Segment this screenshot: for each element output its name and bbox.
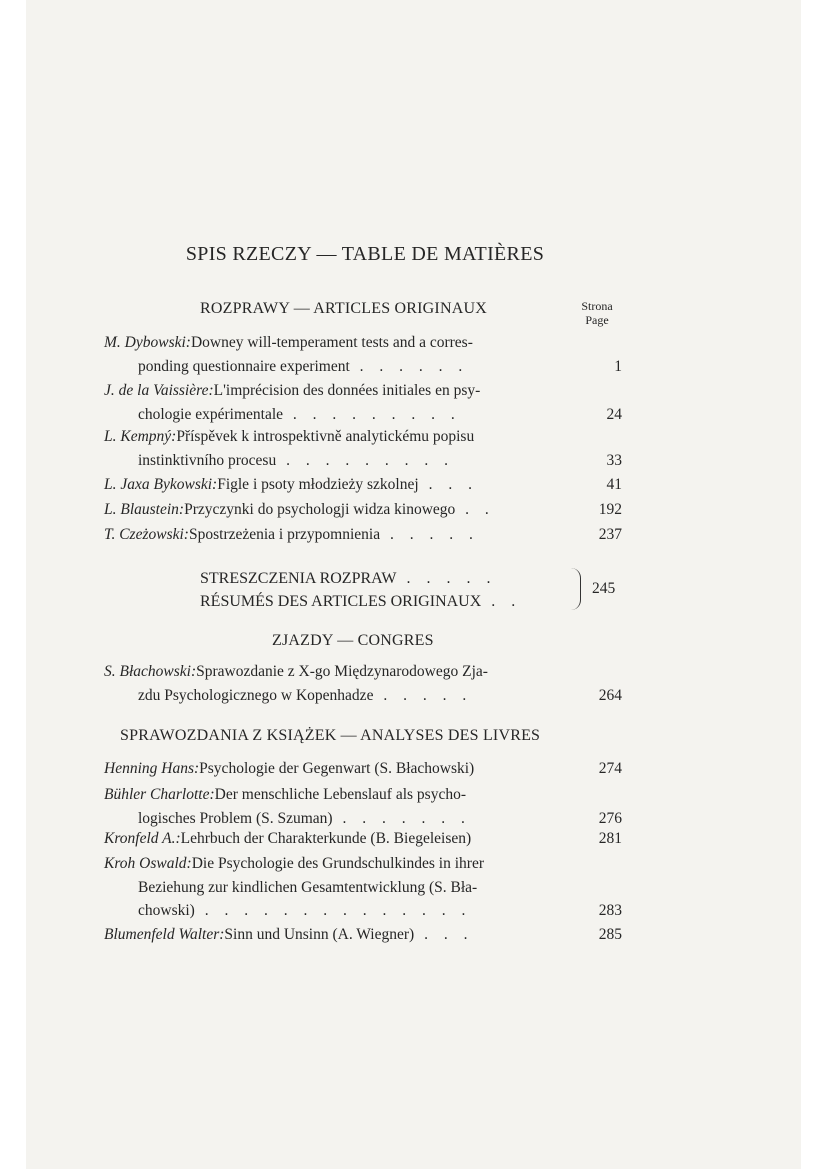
entry-title-cont: logisches Problem (S. Szuman)	[138, 809, 333, 827]
entry-page: 41	[606, 476, 622, 493]
resume-page-number: 245	[592, 580, 616, 597]
entry-author: J. de la Vaissière:	[104, 382, 214, 399]
page-column-heading	[572, 299, 622, 327]
leader-dots: . .	[455, 501, 495, 518]
entry-title-cont: chologie expérimentale	[138, 405, 284, 423]
entry-page: 274	[598, 760, 622, 777]
entry-author: Bühler Charlotte:	[104, 786, 215, 803]
section-heading-articles: ROZPRAWY — ARTICLES ORIGINAUX	[200, 300, 487, 317]
entry-page: 285	[598, 926, 622, 943]
toc-entry	[104, 425, 622, 472]
entry-author: L. Jaxa Bykowski:	[104, 476, 218, 493]
leader-dots: . .	[481, 593, 522, 610]
entry-title: Sprawozdanie z X-go Międzynarodowego Zja-	[196, 663, 488, 680]
entry-page: 24	[606, 405, 622, 423]
strona-label: Strona	[581, 299, 613, 313]
entry-author: Kroh Oswald:	[104, 855, 192, 872]
resume-heading-pl: STRESZCZENIA ROZPRAW	[200, 570, 397, 587]
leader-dots: . . . . . .	[349, 357, 469, 375]
entry-author: L. Blaustein:	[104, 501, 185, 518]
leader-dots: . . . . . . . . .	[276, 451, 454, 469]
toc-entry	[104, 523, 622, 547]
leader-dots: . . . . .	[373, 686, 473, 704]
entry-page: 192	[598, 501, 622, 518]
entry-title: L'imprécision des données initiales en psy-	[213, 382, 481, 399]
entry-title: Der menschliche Lebenslauf als psycho-	[214, 786, 467, 803]
entry-title-cont: instinktivního procesu	[138, 451, 277, 469]
section-heading-livres: SPRAWOZDANIA Z KSIĄŻEK — ANALYSES DES LIVRES	[120, 727, 541, 744]
page-title: SPIS RZECZY — TABLE DE MATIÈRES	[185, 243, 545, 265]
entry-title-cont: ponding questionnaire experiment	[138, 357, 350, 375]
entry-author: M. Dybowski:	[104, 334, 191, 351]
toc-entry	[104, 783, 622, 830]
entry-page: 237	[598, 526, 622, 543]
toc-entry	[104, 852, 622, 923]
entry-title: Figle i psoty młodzieży szkolnej	[217, 476, 419, 493]
leader-dots: . . . . .	[396, 570, 497, 587]
entry-title: Spostrzeżenia i przypomnienia	[188, 526, 381, 543]
leader-dots: . . . . . . .	[332, 809, 471, 827]
toc-entry	[104, 331, 622, 378]
resume-block	[200, 567, 620, 613]
entry-title: Die Psychologie des Grundschulkindes in ihrer	[191, 855, 485, 872]
entry-title: Przyczynki do psychologji widza kinowego	[184, 501, 456, 518]
entry-title-cont: chowski)	[138, 902, 195, 919]
entry-page: 276	[598, 809, 622, 827]
entry-title: Sinn und Unsinn (A. Wiegner)	[224, 926, 415, 943]
entry-page: 1	[614, 357, 622, 375]
toc-entry	[104, 757, 622, 781]
toc-entry	[104, 827, 622, 851]
leader-dots: . . . . . . . . .	[283, 405, 461, 423]
leader-dots: . . .	[414, 926, 474, 943]
entry-page: 283	[598, 902, 622, 919]
entry-title: Downey will-temperament tests and a corres-	[190, 334, 473, 351]
toc-entry	[104, 379, 622, 426]
entry-title: Psychologie der Gegenwart (S. Błachowski)	[199, 760, 475, 777]
page-label: Page	[585, 313, 609, 327]
resume-heading-fr: RÉSUMÉS DES ARTICLES ORIGINAUX	[200, 593, 482, 610]
entry-title: Lehrbuch der Charakterkunde (B. Biegeleisen)	[180, 830, 472, 847]
toc-entry	[104, 473, 622, 497]
entry-author: L. Kempný:	[104, 428, 177, 445]
leader-dots: . . .	[418, 476, 478, 493]
toc-entry	[104, 660, 622, 707]
entry-page: 33	[606, 451, 622, 469]
entry-title-cont: Beziehung zur kindlichen Gesamtentwicklung (S. Bła-	[138, 878, 478, 896]
entry-author: T. Czeżowski:	[104, 526, 189, 543]
entry-title: Příspěvek k introspektivně analytickému popisu	[176, 428, 475, 445]
entry-author: Kronfeld A.:	[104, 830, 181, 847]
entry-title-cont: zdu Psychologicznego w Kopenhadze	[138, 686, 374, 704]
section-heading-congres: ZJAZDY — CONGRES	[272, 632, 434, 649]
toc-entry	[104, 498, 622, 522]
leader-dots: . . . . . . . . . . . . . .	[194, 902, 472, 919]
entry-author: S. Błachowski:	[104, 663, 197, 680]
entry-page: 264	[598, 686, 622, 704]
toc-entry	[104, 923, 622, 947]
entry-author: Henning Hans:	[104, 760, 200, 777]
brace-icon	[568, 568, 581, 610]
entry-author: Blumenfeld Walter:	[104, 926, 225, 943]
leader-dots: . . . . .	[380, 526, 479, 543]
entry-page: 281	[598, 830, 622, 847]
